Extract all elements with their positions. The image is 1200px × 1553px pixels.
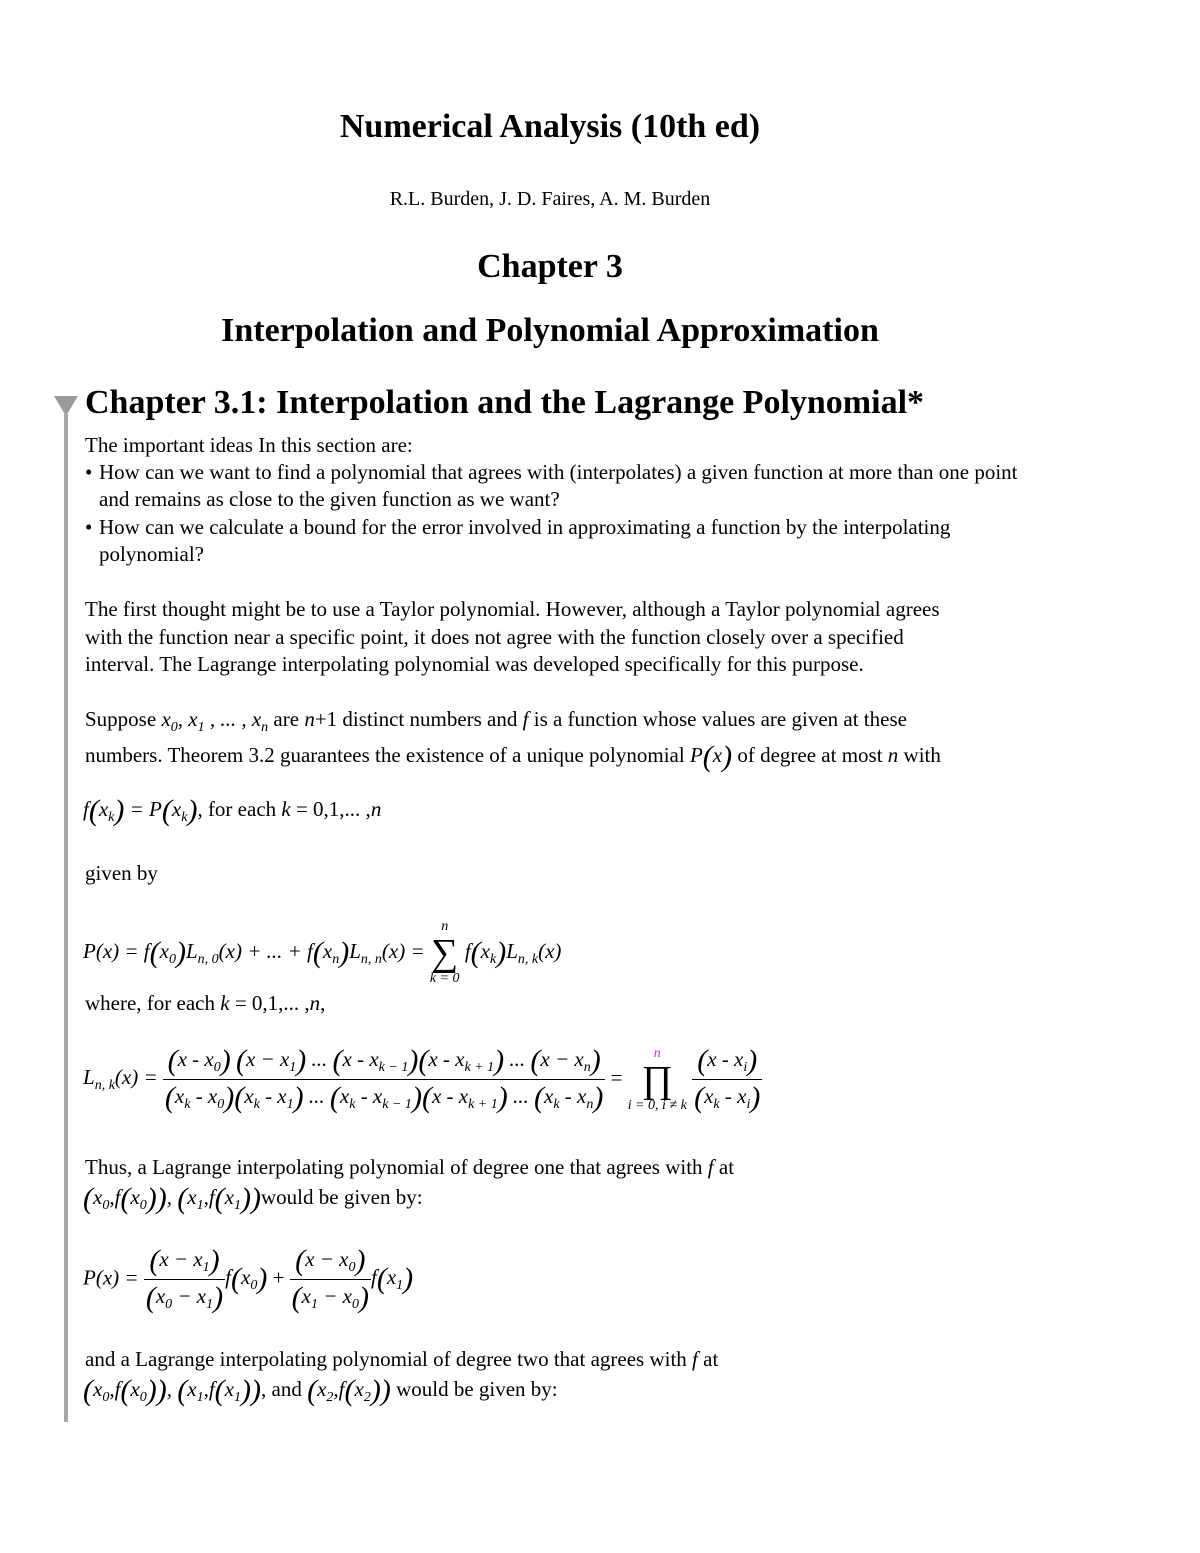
- polynomial-symbol: P(x): [689, 740, 733, 773]
- var-n: n: [370, 797, 382, 821]
- paragraph-line: with the function near a specific point, it does not agree with the function closely over a specified: [85, 625, 904, 649]
- document-authors: R.L. Burden, J. D. Faires, A. M. Burden: [389, 188, 711, 210]
- thus-line: [85, 1154, 734, 1181]
- chapter-number: Chapter 3: [477, 248, 623, 285]
- where-line: [85, 990, 325, 1017]
- basis-fraction: $(x - x_0)$ $(x - x_1)$ ... $(x - x_{k - 1})(x - x_{k + 1})$ ... $(x - x_n)$ $(x_k - x_0)(x_k - x_1)$ ... $(x_k - x_{k - 1})(x - x_{k + 1})$ ... $(x_k - x_n)$: [164, 1044, 604, 1114]
- where-text: where, for each: [85, 991, 221, 1015]
- chapter-title: Interpolation and Polynomial Approximation: [221, 312, 879, 349]
- bullet-item-2: [85, 514, 1029, 568]
- var-n: n: [304, 707, 315, 731]
- bullet-text: How can we calculate a bound for the error involved in approximating a function by the interpolating polynomial?: [99, 515, 951, 566]
- bullet-item-1: [85, 459, 1029, 513]
- product-operator: n ∏ i = 0, i ≠ k: [627, 1045, 687, 1113]
- node-list: $x_0$, $x_1$ , ... , $x_n$: [161, 707, 269, 735]
- var-n: n: [309, 991, 321, 1015]
- thus-text: Thus, a Lagrange interpolating polynomial of degree one that agrees with: [85, 1155, 708, 1179]
- var-n: n: [887, 743, 899, 767]
- where-values: = 0,1,... ,: [229, 991, 310, 1015]
- bullet-marker: •: [85, 515, 93, 539]
- var-k: k: [220, 991, 230, 1015]
- degree-two-line: [85, 1346, 718, 1373]
- given-by-text: given by: [85, 861, 158, 885]
- would-text: would be given by:: [396, 1377, 558, 1401]
- product-fraction: $\frac{(x - x_i)}{(x_k - x_i)}$: [694, 1044, 761, 1114]
- would-text: would be given by:: [261, 1185, 423, 1209]
- suppose-line: [85, 706, 907, 741]
- degree-one-formula: P(x) = $\frac{(x - x_1)}{(x_0 - x_1)}$ $f(x_0)$ + $\frac{(x - x_0)}{(x_1 - x_0)}$ $f(x_1)$: [83, 1244, 414, 1314]
- for-each-text: , for each: [197, 797, 282, 821]
- var-f: f: [692, 1347, 698, 1371]
- summation-operator: n ∑ k = 0: [429, 919, 460, 986]
- section-bracket-bar: [64, 414, 68, 1422]
- lagrange-basis-formula: $L_{n, k}(x)$ = $(x - x_0)$ $(x - x_1)$ ... $(x - x_{k - 1})(x - x_{k + 1})$ ... $(x - x_n)$ $(x_k - x_0)(x_k - x_1)$ ... $(x_k - x_{k - 1})(x - x_{k + 1})$ ... $(x_k - x_n)$ = n ∏ i = 0, i ≠ k $\frac{(x - x_i)}{(x_k - x_i)}$: [83, 1044, 761, 1114]
- theorem-text: numbers. Theorem 3.2 guarantees the existence of a unique polynomial: [85, 743, 690, 767]
- document-title: Numerical Analysis (10th ed): [339, 108, 761, 145]
- var-f: f: [522, 707, 529, 731]
- suppose-text: are: [268, 707, 305, 731]
- suppose-text: Suppose: [85, 707, 157, 731]
- section-intro: The important ideas In this section are:: [85, 433, 413, 457]
- degree-two-text: at: [697, 1347, 719, 1371]
- theorem-line: [85, 740, 941, 773]
- for-each-values: = 0,1,... ,: [290, 797, 371, 821]
- paragraph-line: interval. The Lagrange interpolating polynomial was developed specifically for this purpose.: [85, 652, 864, 676]
- section-heading: Chapter 3.1: Interpolation and the Lagrange Polynomial*: [85, 384, 925, 421]
- degree-two-points: $(x_0,f(x_0))$, $(x_1,f(x_1))$, and $(x_2,f(x_2))$ would be given by:: [83, 1374, 558, 1407]
- degree-two-text: and a Lagrange interpolating polynomial of degree two that agrees with: [85, 1347, 693, 1371]
- thus-text: at: [713, 1155, 735, 1179]
- and-text: , and: [261, 1377, 308, 1401]
- suppose-text: +1 distinct numbers and: [314, 707, 523, 731]
- degree-one-points: $(x_0,f(x_0))$, $(x_1,f(x_1))would$ be given by:: [83, 1182, 423, 1215]
- theorem-text: with: [898, 743, 941, 767]
- theorem-text: of degree at most: [732, 743, 888, 767]
- var-f: f: [707, 1155, 714, 1179]
- where-text: ,: [320, 991, 326, 1015]
- suppose-text: is a function whose values are given at these: [528, 707, 907, 731]
- bullet-text: How can we want to find a polynomial that agrees with (interpolates) a given function at more than one point and remains as close to the given function as we want?: [99, 460, 1018, 511]
- bullet-marker: •: [85, 460, 93, 484]
- section-collapse-icon[interactable]: [54, 396, 78, 416]
- paragraph-line: The first thought might be to use a Taylor polynomial. However, although a Taylor polynomial agrees: [85, 597, 940, 621]
- lagrange-polynomial-formula: $P(x) = f(x_0)L_{n, 0}(x)$ + ... + $f(x_n)L_{n, n}(x)$ = n ∑ k = 0 $f(x_k)L_{n, k}(x)$: [83, 919, 562, 986]
- var-k: k: [281, 797, 291, 821]
- interpolation-condition: $f(x_k) = P(x_k)$, for each k = 0,1,... ,n: [83, 794, 382, 827]
